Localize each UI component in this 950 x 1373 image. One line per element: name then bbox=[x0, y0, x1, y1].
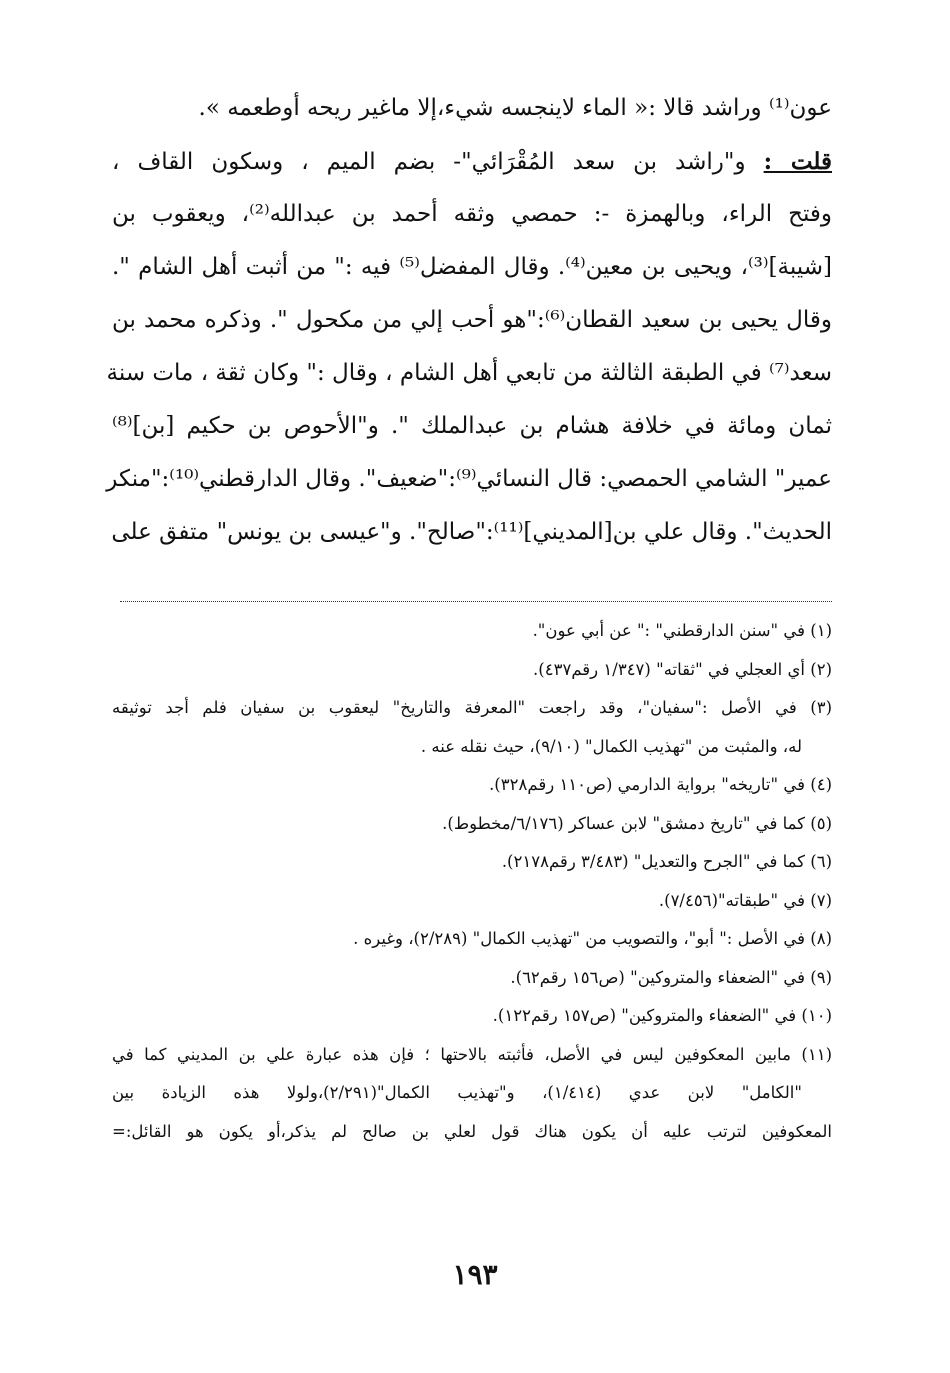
footnote-11: (١١) مابين المعكوفين ليس في الأصل، فأثبته بالاحتها ؛ فإن هذه عبارة علي بن المديني كما في bbox=[112, 1044, 832, 1064]
body-line: وفتح الراء، وبالهمزة -: حمصي وثقه أحمد بن عبدالله⁽²⁾، ويعقوب بن bbox=[112, 201, 832, 227]
main-text bbox=[106, 82, 833, 559]
footnote-10: (١٠) في "الضعفاء والمتروكين" (ص١٥٧ رقم١٢٢). bbox=[492, 1006, 832, 1025]
footnote-1: (١) في "سنن الدارقطني" :" عن أبي عون". bbox=[532, 621, 832, 640]
footnote-2: (٢) أي العجلي في "ثقاته" (١/٣٤٧ رقم٤٣٧). bbox=[533, 659, 832, 679]
body-line: وقال يحيى بن سعيد القطان⁽⁶⁾:"هو أحب إلي من مكحول ". وذكره محمد بن bbox=[112, 307, 832, 333]
body-line: ثمان ومائة في خلافة هشام بن عبدالملك ". و"الأحوص بن حكيم [بن]⁽⁸⁾ bbox=[112, 413, 832, 439]
body-line: [شيبة]⁽³⁾، ويحيى بن معين⁽⁴⁾. وقال المفضل⁽⁵⁾ فيه :" من أثبت أهل الشام ". bbox=[112, 254, 832, 280]
body-line: سعد⁽⁷⁾ في الطبقة الثالثة من تابعي أهل الشام ، وقال :" وكان ثقة ، مات سنة bbox=[106, 360, 832, 386]
footnote-separator bbox=[120, 601, 832, 602]
footnote-9: (٩) في "الضعفاء والمتروكين" (ص١٥٦ رقم٦٢). bbox=[510, 967, 832, 987]
body-line bbox=[112, 135, 832, 188]
footnote-3: (٣) في الأصل :"سفيان"، وقد راجعت "المعرفة والتاريخ" ليعقوب بن سفيان فلم أجد توثيقه bbox=[112, 698, 832, 717]
footnote-8: (٨) في الأصل :" أبو"، والتصويب من "تهذيب الكمال" (٢/٢٨٩)، وغيره . bbox=[353, 929, 832, 948]
body-line: عمير" الشامي الحمصي: قال النسائي⁽⁹⁾:"ضعيف". وقال الدارقطني⁽¹⁰⁾:"منكر bbox=[106, 466, 832, 492]
footnote-11-continued: المعكوفين لترتب عليه أن يكون هناك قول لعلي بن صالح لم يذكر،أو يكون هو القائل:= bbox=[112, 1121, 832, 1141]
body-line: الحديث". وقال علي بن[المديني]⁽¹¹⁾:"صالح". و"عيسى بن يونس" متفق على bbox=[111, 519, 832, 545]
footnote-6: (٦) كما في "الجرح والتعديل" (٣/٤٨٣ رقم٢١٧٨). bbox=[501, 852, 832, 871]
footnote-3-continued: له، والمثبت من "تهذيب الكمال" (٩/١٠)، حيث نقله عنه . bbox=[420, 736, 802, 756]
lead-word: قلت : bbox=[763, 148, 833, 175]
page-number: ١٩٣ bbox=[452, 1258, 498, 1291]
footnotes bbox=[112, 612, 832, 1151]
footnote-7: (٧) في "طبقاته"(٧/٤٥٦). bbox=[658, 890, 832, 910]
footnote-11-continued: "الكامل" لابن عدي (١/٤١٤)، و"تهذيب الكمال"(٢/٢٩١)،ولولا هذه الزيادة بين bbox=[112, 1083, 802, 1102]
body-line-text: و"راشد بن سعد المُقْرَائي"- بضم الميم ، وسكون القاف ، bbox=[112, 149, 746, 175]
footnote-4: (٤) في "تاريخه" برواية الدارمي (ص١١٠ رقم٣٢٨). bbox=[489, 775, 832, 794]
body-line: عون⁽¹⁾ وراشد قالا :« الماء لاينجسه شيء،إلا ماغير ريحه أوطعمه ». bbox=[198, 95, 832, 121]
footnote-5: (٥) كما في "تاريخ دمشق" لابن عساكر (٦/١٧٦/مخطوط). bbox=[442, 813, 832, 833]
